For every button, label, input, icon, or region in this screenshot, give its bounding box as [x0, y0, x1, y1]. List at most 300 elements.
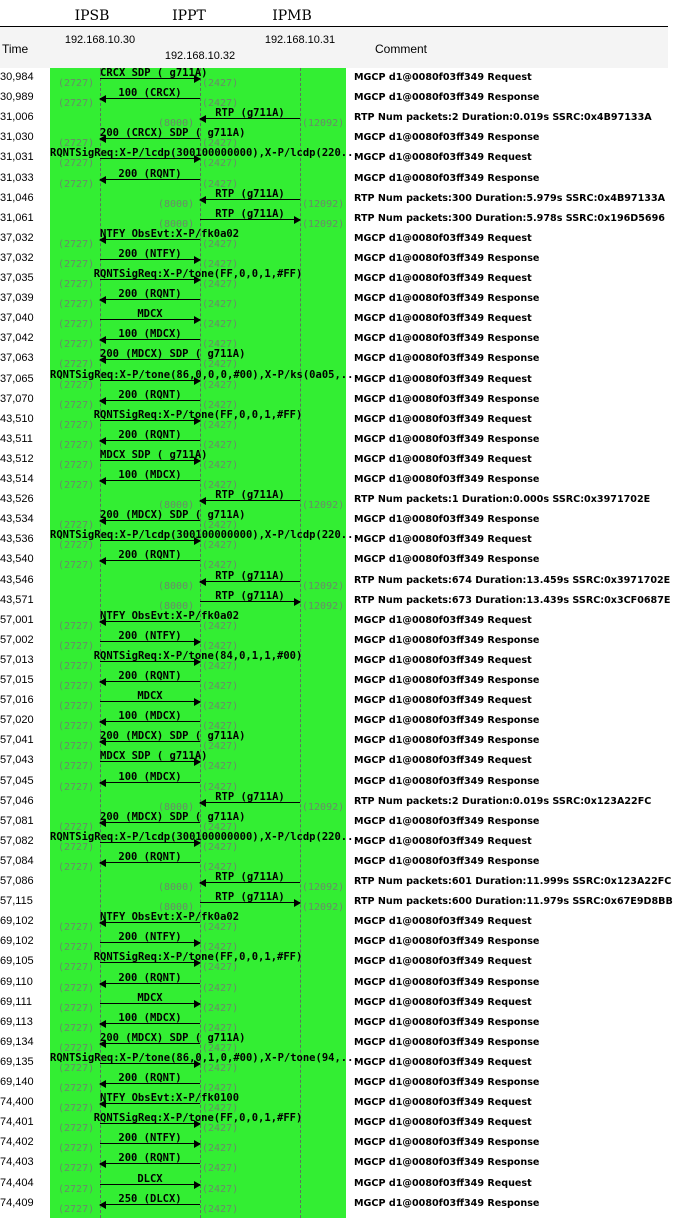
row-time: 43,546 [0, 573, 34, 586]
right-port-label: (2427) [202, 741, 239, 753]
row-comment: MGCP d1@0080f03ff349 Response [354, 1016, 540, 1028]
flow-row[interactable] [0, 249, 668, 269]
right-port-label: (2427) [202, 841, 239, 853]
row-comment: MGCP d1@0080f03ff349 Request [354, 835, 532, 847]
row-time: 31,031 [0, 151, 34, 164]
row-comment: RTP Num packets:600 Duration:11.979s SSRC:0x67E9D8BB [354, 896, 673, 908]
left-port-label: (2727) [58, 681, 95, 692]
right-port-label: (2427) [202, 419, 239, 431]
flow-row[interactable] [0, 751, 668, 771]
row-comment: MGCP d1@0080f03ff349 Request [354, 1056, 532, 1068]
message-label: 200 (NTFY) [118, 931, 182, 944]
row-comment: RTP Num packets:601 Duration:11.999s SSRC:0x123A22FC [354, 876, 672, 887]
row-time: 37,032 [0, 231, 34, 244]
right-port-label: (2427) [202, 942, 239, 954]
message-label: 200 (RQNT) [118, 670, 182, 682]
left-port-label: (2727) [58, 399, 95, 411]
left-port-label: (2727) [58, 178, 95, 190]
row-comment: MGCP d1@0080f03ff349 Response [354, 172, 540, 184]
left-port-label: (2727) [58, 158, 95, 170]
row-comment: RTP Num packets:300 Duration:5.979s SSRC:0x4B97133A [354, 192, 666, 204]
row-time: 43,514 [0, 473, 34, 485]
flow-row[interactable] [0, 589, 671, 612]
flow-row[interactable] [0, 952, 668, 972]
left-port-label: (2727) [58, 319, 95, 331]
flow-row[interactable] [0, 912, 668, 932]
message-label: 200 (MDCX) SDP ( g711A) [100, 348, 246, 361]
row-time: 57,020 [0, 714, 34, 727]
row-time: 74,401 [0, 1116, 34, 1129]
flow-row[interactable] [0, 550, 668, 570]
right-port-label: (2427) [202, 660, 239, 672]
flow-row[interactable] [0, 611, 668, 631]
left-port-label: (2727) [58, 78, 95, 89]
flow-row[interactable] [0, 1093, 668, 1113]
row-comment: MGCP d1@0080f03ff349 Request [354, 695, 532, 707]
flow-row[interactable] [0, 1033, 668, 1053]
flow-row[interactable] [0, 349, 668, 369]
row-comment: MGCP d1@0080f03ff349 Request [354, 1117, 532, 1129]
right-port-label: (2427) [202, 620, 239, 632]
flow-row[interactable] [0, 490, 668, 510]
row-time: 37,042 [0, 332, 34, 345]
left-port-label: (2727) [58, 1002, 95, 1014]
left-port-label: (2727) [58, 741, 95, 753]
row-time: 43,512 [0, 452, 34, 465]
message-label: MDCX SDP ( g711A) [100, 448, 208, 461]
row-time: 74,400 [0, 1096, 34, 1109]
row-comment: MGCP d1@0080f03ff349 Request [354, 996, 532, 1008]
flow-row[interactable] [0, 229, 668, 249]
message-label: 200 (NTFY) [118, 629, 182, 642]
flow-row[interactable] [0, 812, 668, 832]
row-time: 43,534 [0, 513, 34, 526]
left-port-label: (2727) [58, 238, 95, 250]
flow-row[interactable] [0, 88, 668, 108]
message-label: RQNTSigReq:X-P/lcdp(300100000000),X-P/lcdp(220... [50, 529, 360, 542]
row-comment: MGCP d1@0080f03ff349 Response [354, 1137, 540, 1149]
right-port-label: (12092) [302, 600, 345, 612]
row-time: 43,526 [0, 493, 34, 506]
right-port-label: (2427) [202, 540, 239, 552]
time-column-header: Time [2, 42, 29, 56]
right-port-label: (12092) [302, 801, 345, 813]
flow-row[interactable] [0, 792, 668, 812]
row-time: 74,402 [0, 1136, 34, 1149]
flow-row[interactable] [0, 148, 668, 168]
flow-row[interactable] [0, 852, 668, 872]
row-time: 31,046 [0, 191, 34, 204]
right-port-label: (2427) [202, 379, 239, 391]
row-time: 37,040 [0, 312, 34, 325]
row-time: 43,511 [0, 432, 33, 445]
right-port-label: (12092) [302, 198, 345, 210]
left-port-label: (2727) [58, 1163, 95, 1175]
flow-row[interactable] [0, 370, 668, 390]
message-label: 200 (RQNT) [118, 1152, 182, 1165]
left-port-label: (2727) [58, 1042, 95, 1054]
flow-row[interactable] [0, 993, 668, 1013]
node-ippt-ip: 192.168.10.32 [164, 50, 236, 62]
left-port-label: (2727) [58, 640, 95, 652]
left-port-label: (8000) [158, 801, 195, 813]
row-comment: MGCP d1@0080f03ff349 Response [354, 554, 540, 566]
row-time: 37,063 [0, 352, 34, 365]
message-label: 100 (CRCX) [118, 87, 182, 100]
flow-row[interactable] [0, 450, 668, 470]
flow-row[interactable] [0, 390, 668, 410]
flow-row[interactable] [0, 711, 668, 731]
flow-row[interactable] [0, 1013, 668, 1033]
left-port-label: (2727) [58, 520, 95, 532]
message-label: RQNTSigReq:X-P/tone(FF,0,0,1,#FF) [93, 408, 303, 421]
left-port-label: (2727) [58, 1083, 95, 1094]
row-comment: MGCP d1@0080f03ff349 Request [354, 152, 532, 164]
left-port-label: (2727) [58, 1103, 95, 1115]
left-port-label: (2727) [58, 701, 95, 713]
message-label: MDCX [137, 690, 163, 703]
row-comment: MGCP d1@0080f03ff349 Response [354, 715, 540, 727]
left-port-label: (2727) [58, 660, 95, 672]
left-port-label: (2727) [58, 1183, 95, 1195]
flow-row[interactable] [0, 1133, 668, 1153]
row-comment: MGCP d1@0080f03ff349 Response [354, 634, 540, 646]
row-time: 74,403 [0, 1156, 34, 1169]
message-label: RQNTSigReq:X-P/tone(FF,0,0,1,#FF) [93, 1112, 303, 1125]
row-comment: MGCP d1@0080f03ff349 Response [354, 936, 540, 948]
row-comment: MGCP d1@0080f03ff349 Request [354, 916, 532, 928]
row-time: 69,110 [0, 975, 33, 988]
row-time: 30,984 [0, 71, 34, 83]
right-port-label: (2427) [202, 158, 239, 170]
right-port-label: (12092) [302, 902, 345, 914]
flow-row[interactable] [0, 1174, 668, 1194]
row-time: 57,002 [0, 633, 34, 646]
row-comment: MGCP d1@0080f03ff349 Request [354, 453, 532, 465]
message-label: RTP (g711A) [215, 891, 285, 904]
message-label: RQNTSigReq:X-P/tone(84,0,1,1,#00) [93, 649, 303, 662]
left-port-label: (2727) [58, 620, 95, 632]
message-label: RTP (g711A) [215, 187, 285, 200]
left-port-label: (8000) [158, 600, 195, 612]
flow-row[interactable] [0, 470, 668, 490]
right-port-label: (2427) [202, 459, 239, 471]
row-time: 31,033 [0, 171, 34, 184]
row-time: 74,404 [0, 1176, 34, 1189]
left-port-label: (8000) [158, 198, 195, 210]
flow-row[interactable] [0, 651, 668, 671]
row-time: 69,105 [0, 955, 34, 968]
right-port-label: (2427) [202, 520, 239, 532]
message-label: RQNTSigReq:X-P/tone(FF,0,0,1,#FF) [93, 268, 303, 280]
left-port-label: (8000) [158, 118, 195, 130]
row-time: 69,113 [0, 1015, 33, 1028]
right-port-label: (2427) [202, 1103, 239, 1115]
row-time: 57,015 [0, 674, 34, 686]
row-comment: MGCP d1@0080f03ff349 Response [354, 675, 540, 686]
flow-row[interactable] [0, 309, 668, 329]
right-port-label: (12092) [302, 500, 345, 512]
row-comment: MGCP d1@0080f03ff349 Response [354, 775, 540, 787]
flow-row[interactable] [0, 631, 668, 651]
right-port-label: (2427) [202, 982, 239, 994]
flow-row[interactable] [0, 1194, 668, 1214]
message-label: CRCX SDP ( g711A) [100, 67, 208, 79]
left-port-label: (2727) [58, 459, 95, 471]
message-label: RQNTSigReq:X-P/tone(86,0,1,0,#00),X-P/tone(94,... [50, 1051, 360, 1064]
left-port-label: (2727) [58, 339, 95, 351]
right-port-label: (2427) [202, 640, 239, 652]
row-comment: MGCP d1@0080f03ff349 Request [354, 1097, 532, 1109]
message-label: RTP (g711A) [215, 489, 285, 502]
message-label: RQNTSigReq:X-P/tone(FF,0,0,1,#FF) [93, 951, 303, 964]
message-label: 200 (RQNT) [118, 288, 182, 301]
left-port-label: (2727) [58, 982, 95, 994]
row-time: 57,081 [0, 814, 34, 827]
message-label: 200 (MDCX) SDP ( g711A) [100, 509, 246, 522]
flow-row[interactable] [0, 108, 668, 128]
flow-row[interactable] [0, 891, 673, 914]
flow-row[interactable] [0, 530, 668, 550]
row-comment: MGCP d1@0080f03ff349 Request [354, 413, 532, 425]
message-label: 200 (RQNT) [118, 1072, 182, 1084]
message-label: 200 (NTFY) [118, 247, 182, 260]
message-label: 200 (RQNT) [118, 388, 182, 401]
row-comment: MGCP d1@0080f03ff349 Response [354, 252, 540, 264]
left-port-label: (2727) [58, 821, 95, 833]
right-port-label: (2427) [202, 821, 239, 833]
node-ippt-name: IPPT [172, 8, 206, 24]
left-port-label: (2727) [58, 721, 95, 733]
row-time: 57,084 [0, 854, 34, 867]
row-comment: MGCP d1@0080f03ff349 Response [354, 815, 540, 827]
node-ipsb-ip: 192.168.10.30 [64, 34, 136, 46]
right-port-label: (2427) [202, 701, 239, 713]
row-time: 37,039 [0, 292, 34, 305]
message-label: 100 (MDCX) [118, 469, 182, 481]
message-label: RTP (g711A) [215, 790, 285, 803]
flow-row[interactable] [0, 671, 668, 691]
right-port-label: (2427) [202, 178, 239, 190]
row-comment: MGCP d1@0080f03ff349 Response [354, 92, 540, 104]
left-port-label: (2727) [58, 419, 95, 431]
flow-row[interactable] [0, 932, 668, 952]
left-port-label: (2727) [58, 1062, 95, 1074]
row-comment: MGCP d1@0080f03ff349 Request [354, 373, 532, 385]
row-comment: MGCP d1@0080f03ff349 Request [354, 232, 532, 244]
flow-row[interactable] [0, 973, 668, 993]
row-comment: MGCP d1@0080f03ff349 Response [354, 1077, 540, 1088]
message-label: 200 (NTFY) [118, 1132, 182, 1145]
row-comment: MGCP d1@0080f03ff349 Response [354, 132, 540, 144]
left-port-label: (2727) [58, 1143, 95, 1155]
flow-row[interactable] [0, 871, 672, 893]
row-comment: MGCP d1@0080f03ff349 Response [354, 353, 540, 365]
right-port-label: (2427) [202, 761, 239, 773]
right-port-label: (2427) [202, 1022, 239, 1034]
row-time: 57,043 [0, 754, 34, 767]
flow-row[interactable] [0, 209, 668, 229]
row-time: 69,135 [0, 1055, 34, 1068]
message-label: RQNTSigReq:X-P/lcdp(300100000000),X-P/lcdp(220... [50, 147, 360, 160]
left-port-label: (2727) [58, 861, 95, 873]
flow-row[interactable] [0, 128, 668, 148]
flow-row[interactable] [0, 430, 668, 450]
left-port-label: (2727) [58, 560, 95, 572]
row-time: 57,082 [0, 834, 34, 847]
row-time: 57,046 [0, 794, 34, 807]
right-port-label: (2427) [202, 1062, 239, 1074]
left-port-label: (2727) [58, 379, 95, 391]
row-comment: MGCP d1@0080f03ff349 Response [354, 735, 540, 747]
row-comment: MGCP d1@0080f03ff349 Response [354, 393, 540, 405]
message-label: RTP (g711A) [215, 589, 285, 602]
flow-row[interactable] [0, 410, 668, 430]
message-label: MDCX SDP ( g711A) [100, 750, 208, 763]
row-time: 30,989 [0, 91, 34, 104]
right-port-label: (2427) [202, 1002, 239, 1014]
message-label: 100 (MDCX) [118, 1011, 182, 1024]
flow-row[interactable] [0, 1153, 668, 1173]
right-port-label: (2427) [202, 299, 239, 311]
left-port-label: (2727) [58, 98, 95, 110]
row-time: 69,140 [0, 1076, 34, 1088]
row-comment: MGCP d1@0080f03ff349 Response [354, 474, 540, 485]
left-port-label: (2727) [58, 1203, 95, 1215]
flow-row[interactable] [0, 269, 668, 289]
row-comment: MGCP d1@0080f03ff349 Response [354, 1157, 540, 1169]
right-port-label: (12092) [302, 580, 345, 592]
row-time: 37,070 [0, 392, 34, 405]
left-port-label: (2727) [58, 299, 95, 311]
right-port-label: (2427) [202, 962, 239, 974]
row-time: 31,006 [0, 111, 34, 124]
message-label: MDCX [137, 991, 163, 1004]
row-time: 57,086 [0, 875, 34, 887]
header-bar [0, 0, 668, 68]
right-port-label: (2427) [202, 399, 239, 411]
right-port-label: (2427) [202, 359, 239, 371]
node-ipmb-ip: 192.168.10.31 [264, 34, 336, 46]
right-port-label: (2427) [202, 238, 239, 250]
row-time: 43,536 [0, 533, 34, 546]
row-time: 37,032 [0, 251, 34, 264]
left-port-label: (2727) [58, 962, 95, 974]
left-port-label: (2727) [58, 922, 95, 934]
message-label: NTFY ObsEvt:X-P/fk0a02 [100, 911, 240, 924]
message-label: NTFY ObsEvt:X-P/fk0a02 [100, 227, 240, 240]
message-label: NTFY ObsEvt:X-P/fk0100 [100, 1092, 240, 1105]
message-label: 100 (MDCX) [118, 770, 182, 783]
right-port-label: (2427) [202, 1143, 239, 1155]
flow-row[interactable] [0, 189, 668, 209]
row-comment: MGCP d1@0080f03ff349 Response [354, 293, 540, 305]
right-port-label: (2427) [202, 560, 239, 572]
flow-row[interactable] [0, 1053, 668, 1073]
left-port-label: (2727) [58, 841, 95, 853]
right-port-label: (12092) [302, 218, 345, 230]
right-port-label: (2427) [202, 1083, 239, 1094]
row-comment: MGCP d1@0080f03ff349 Request [354, 72, 532, 83]
node-ipsb-name: IPSB [74, 8, 110, 24]
right-port-label: (2427) [202, 339, 239, 351]
row-comment: MGCP d1@0080f03ff349 Request [354, 313, 532, 325]
message-label: 200 (RQNT) [118, 549, 182, 562]
comment-column-header: Comment [375, 42, 428, 56]
row-time: 31,061 [0, 211, 34, 224]
flow-row[interactable] [0, 329, 668, 349]
left-port-label: (2727) [58, 279, 95, 290]
right-port-label: (2427) [202, 98, 239, 110]
row-comment: MGCP d1@0080f03ff349 Request [354, 1177, 532, 1189]
row-time: 57,115 [0, 895, 33, 908]
message-label: 200 (RQNT) [118, 971, 182, 984]
left-port-label: (2727) [58, 439, 95, 451]
right-port-label: (2427) [202, 78, 239, 89]
right-port-label: (2427) [202, 781, 239, 793]
right-port-label: (2427) [202, 1123, 239, 1135]
message-label: 200 (RQNT) [118, 167, 182, 180]
row-time: 57,013 [0, 653, 34, 666]
row-comment: RTP Num packets:2 Duration:0.019s SSRC:0x4B97133A [354, 112, 652, 124]
row-comment: RTP Num packets:674 Duration:13.459s SSRC:0x3971702E [354, 574, 671, 586]
left-port-label: (8000) [158, 500, 195, 512]
flow-row[interactable] [0, 772, 668, 792]
row-time: 57,001 [0, 613, 34, 626]
row-comment: MGCP d1@0080f03ff349 Response [354, 976, 540, 988]
message-label: 200 (MDCX) SDP ( g711A) [100, 730, 246, 743]
flow-row[interactable] [0, 569, 671, 592]
right-port-label: (2427) [202, 1042, 239, 1054]
message-label: 200 (MDCX) SDP ( g711A) [100, 1031, 246, 1044]
message-label: 100 (MDCX) [118, 710, 182, 723]
left-port-label: (2727) [58, 1022, 95, 1034]
right-port-label: (2427) [202, 1183, 239, 1195]
right-port-label: (12092) [302, 882, 345, 893]
row-comment: MGCP d1@0080f03ff349 Response [354, 514, 540, 526]
flow-row[interactable] [0, 1113, 668, 1133]
flow-row[interactable] [0, 832, 668, 852]
flow-row[interactable] [0, 1073, 668, 1093]
flow-row[interactable] [0, 169, 668, 189]
row-time: 74,409 [0, 1196, 34, 1209]
row-time: 57,045 [0, 774, 34, 787]
flow-row[interactable] [0, 731, 668, 751]
row-comment: RTP Num packets:1 Duration:0.000s SSRC:0x3971702E [354, 494, 651, 506]
row-comment: RTP Num packets:300 Duration:5.978s SSRC:0x196D5696 [354, 212, 665, 224]
message-label: DLCX [137, 1172, 163, 1185]
flow-row[interactable] [0, 68, 668, 88]
left-port-label: (2727) [58, 540, 95, 552]
row-time: 43,571 [0, 593, 34, 606]
row-time: 69,102 [0, 935, 34, 948]
node-ipmb-name: IPMB [272, 8, 312, 24]
message-label: 200 (CRCX) SDP ( g711A) [100, 127, 246, 140]
message-label: NTFY ObsEvt:X-P/fk0a02 [100, 609, 240, 622]
right-port-label: (2427) [202, 922, 239, 934]
row-comment: MGCP d1@0080f03ff349 Request [354, 755, 532, 767]
row-comment: MGCP d1@0080f03ff349 Response [354, 855, 540, 867]
message-label: RTP (g711A) [215, 871, 285, 883]
row-comment: MGCP d1@0080f03ff349 Response [354, 1036, 540, 1048]
flow-row[interactable] [0, 691, 668, 711]
left-port-label: (2727) [58, 258, 95, 270]
left-port-label: (2727) [58, 480, 95, 491]
message-label: RTP (g711A) [215, 207, 285, 220]
flow-row[interactable] [0, 510, 668, 530]
flow-row[interactable] [0, 289, 668, 309]
message-label: RQNTSigReq:X-P/lcdp(300100000000),X-P/lcdp(220... [50, 830, 360, 843]
